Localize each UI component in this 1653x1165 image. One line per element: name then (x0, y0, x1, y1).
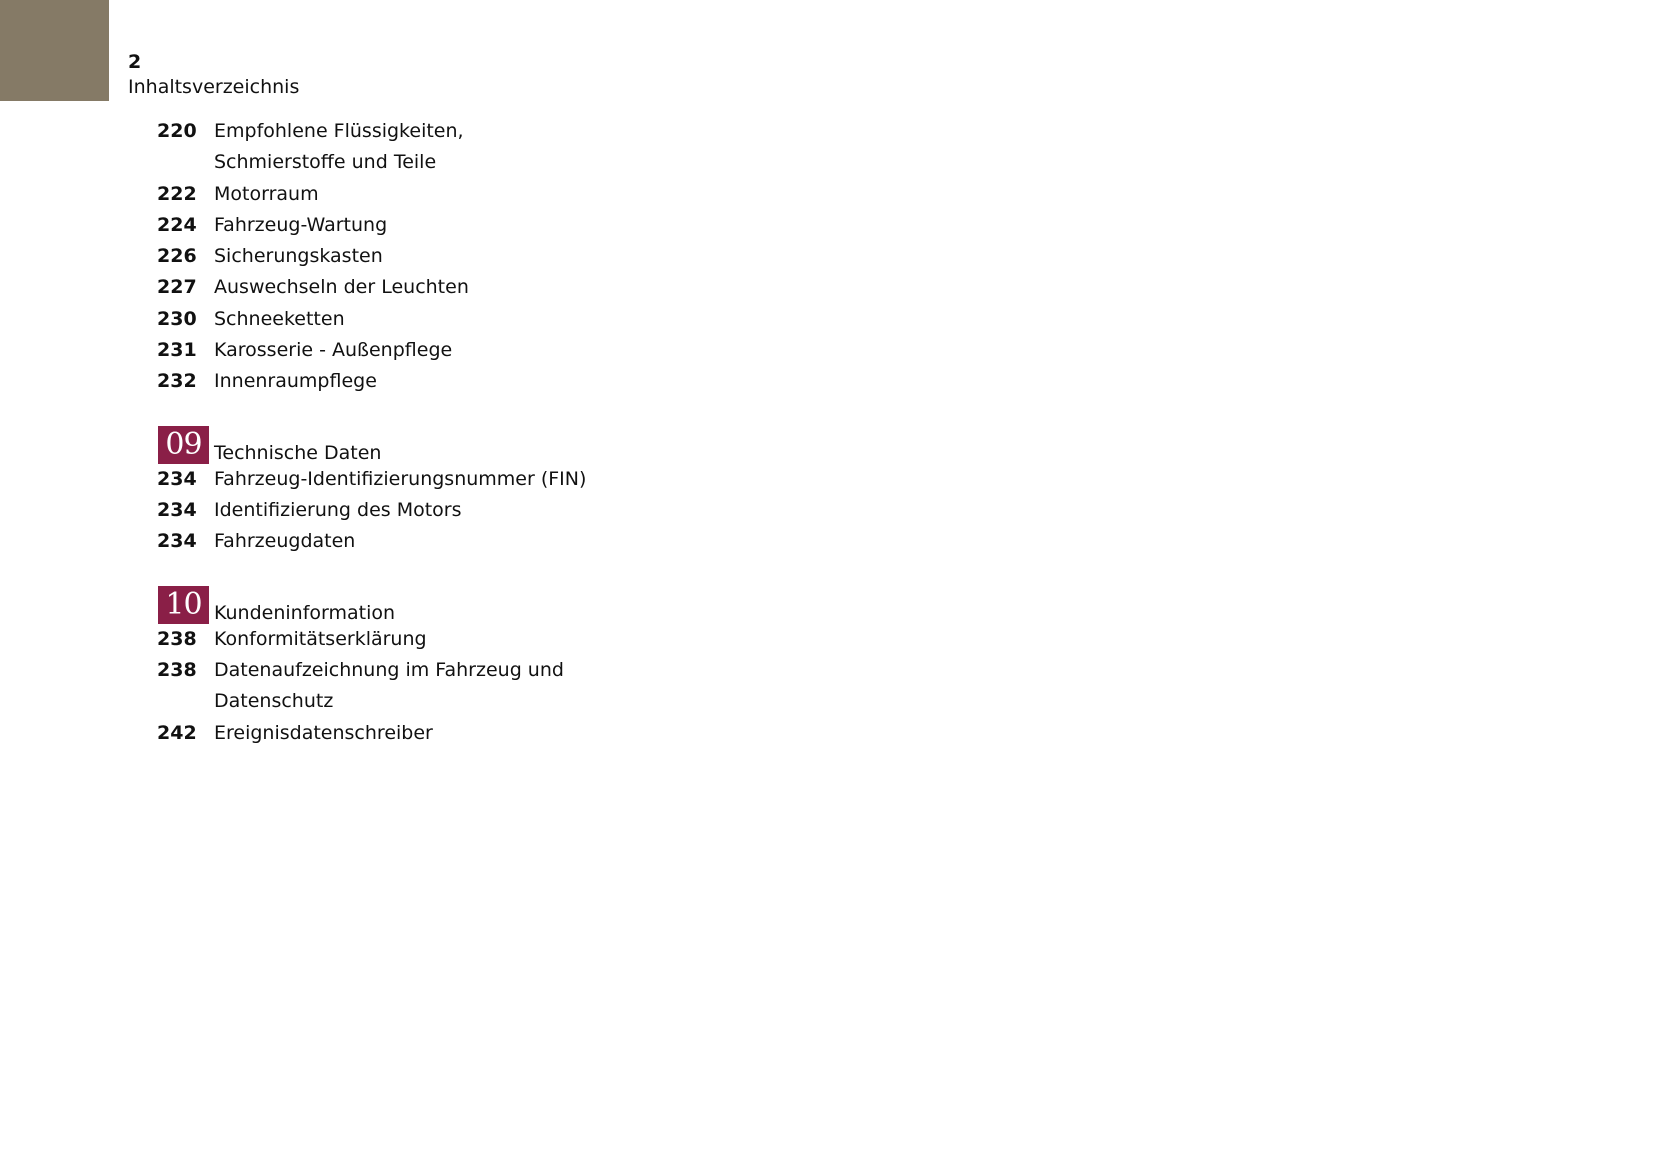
toc-entry-page: 232 (157, 370, 197, 392)
toc-entry-page: 222 (157, 183, 197, 205)
page-header-title: Inhaltsverzeichnis (128, 76, 300, 98)
toc-entry[interactable] (157, 245, 383, 267)
toc-entry-title: Fahrzeugdaten (214, 530, 356, 552)
toc-entry[interactable] (157, 370, 377, 392)
toc-entry-title: Sicherungskasten (214, 245, 383, 267)
toc-entry-page: 234 (157, 468, 197, 490)
page-number: 2 (128, 51, 142, 73)
toc-entry[interactable] (157, 499, 462, 521)
toc-entry[interactable] (157, 628, 427, 650)
toc-entry[interactable] (157, 183, 319, 205)
toc-entry[interactable] (157, 722, 433, 744)
toc-entry[interactable] (157, 214, 387, 236)
toc-entry-page: 224 (157, 214, 197, 236)
toc-entry[interactable] (157, 659, 564, 681)
toc-entry-page: 238 (157, 659, 197, 681)
corner-color-block (0, 0, 109, 101)
toc-entry-title: Identifizierung des Motors (214, 499, 462, 521)
toc-entry-title: Innenraumpflege (214, 370, 377, 392)
toc-entry-title: Konformitätserklärung (214, 628, 427, 650)
toc-entry[interactable] (157, 120, 464, 142)
chapter-number-badge: 09 (158, 426, 209, 464)
toc-entry[interactable] (157, 308, 345, 330)
toc-entry-page: 220 (157, 120, 197, 142)
toc-entry-page: 234 (157, 499, 197, 521)
toc-entry-page: 230 (157, 308, 197, 330)
toc-entry-title: Karosserie - Außenpflege (214, 339, 453, 361)
chapter-title[interactable]: Kundeninformation (214, 602, 396, 624)
toc-entry-title: Schneeketten (214, 308, 345, 330)
toc-entry-page: 231 (157, 339, 197, 361)
toc-entry-title: Motorraum (214, 183, 319, 205)
toc-entry-page: 234 (157, 530, 197, 552)
toc-entry-title: Auswechseln der Leuchten (214, 276, 469, 298)
toc-entry-page: 242 (157, 722, 197, 744)
toc-entry[interactable] (157, 530, 355, 552)
toc-entry-page: 226 (157, 245, 197, 267)
toc-entry-title: Fahrzeug-Identifizierungsnummer (FIN) (214, 468, 587, 490)
toc-entry-title: Ereignisdatenschreiber (214, 722, 433, 744)
toc-entry-title: Empfohlene Flüssigkeiten, (214, 120, 464, 142)
toc-entry-title: Datenaufzeichnung im Fahrzeug und (214, 659, 564, 681)
chapter-title[interactable]: Technische Daten (214, 442, 382, 464)
chapter-number-badge: 10 (158, 586, 209, 624)
toc-entry[interactable] (157, 276, 469, 298)
toc-entry-title-continuation: Datenschutz (214, 690, 334, 712)
toc-entry[interactable] (157, 339, 452, 361)
toc-entry[interactable] (157, 468, 586, 490)
toc-entry-page: 238 (157, 628, 197, 650)
toc-entry-page: 227 (157, 276, 197, 298)
toc-entry-title-continuation: Schmierstoffe und Teile (214, 151, 437, 173)
toc-entry-title: Fahrzeug-Wartung (214, 214, 388, 236)
